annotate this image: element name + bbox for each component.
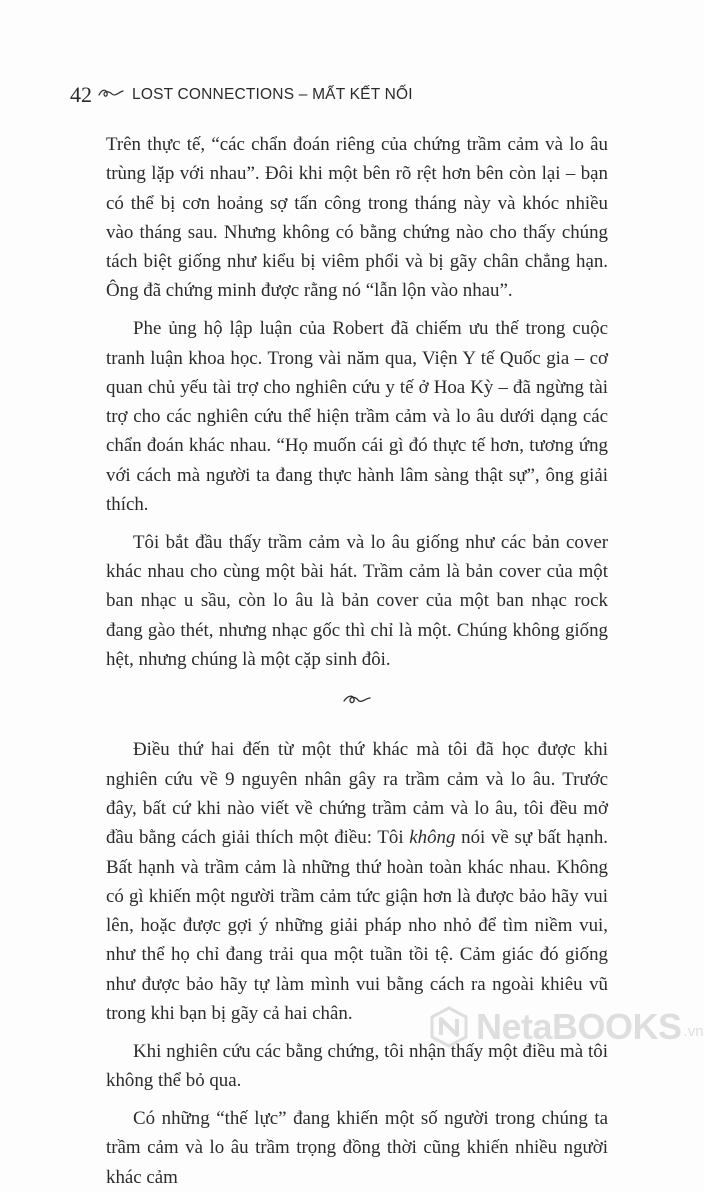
swirl-ornament-icon: [98, 86, 124, 104]
watermark: [428, 1006, 704, 1048]
paragraph-5: Khi nghiên cứu các bằng chứng, tôi nhận thấy một điều mà tôi không thể bỏ qua.: [106, 1040, 608, 1092]
paragraph-6: Có những “thế lực” đang khiến một số người trong chúng ta trầm cảm và lo âu trầm trọng đồng thời cũng khiến nhiều người khác cảm: [106, 1107, 608, 1188]
paragraph-4-emphasis: không: [409, 827, 456, 849]
running-head: [70, 82, 413, 108]
watermark-text: NetaBOOKS: [476, 1006, 682, 1047]
watermark-suffix: .vn: [683, 1023, 704, 1040]
paragraph-4: [106, 735, 608, 1028]
netabooks-logo-icon: [428, 1006, 470, 1048]
page-number: 42: [70, 82, 92, 107]
paragraph-1: Trên thực tế, “các chẩn đoán riêng của chứng trầm cảm và lo âu trùng lặp với nhau”. Đôi khi một bên rõ rệt hơn bên còn lại – bạn có thể bị cơn hoảng sợ tấn công trong tháng này và khóc nhiều vào tháng sau. Nhưng không có bằng chứng nào cho thấy chúng tách biệt giống như kiểu bị viêm phổi và bị gãy chân chẳng hạn. Ông đã chứng minh được rằng nó “lẫn lộn vào nhau”.: [106, 134, 608, 302]
section-break-ornament-icon: [342, 692, 372, 708]
paragraph-4-part-1: Điều thứ hai đến từ một thứ khác mà tôi đã học được khi nghiên cứu về 9 nguyên nhân gây ra trầm cảm và lo âu. Trước đây, bất cứ khi nào viết về chứng trầm cảm và lo âu, tôi đều mở đầu bằng cách giải thích một điều: Tôi: [106, 739, 608, 849]
paragraph-2: Phe ủng hộ lập luận của Robert đã chiếm ưu thế trong cuộc tranh luận khoa học. Trong vài năm qua, Viện Y tế Quốc gia – cơ quan chủ yếu tài trợ cho nghiên cứu y tế ở Hoa Kỳ – đã ngừng tài trợ cho các nghiên cứu thể hiện trầm cảm và lo âu dưới dạng các chẩn đoán khác nhau. “Họ muốn cái gì đó thực tế hơn, tương ứng với cách mà người ta đang thực hành lâm sàng thật sự”, ông giải thích.: [106, 318, 608, 516]
paragraph-4-part-2: nói về sự bất hạnh. Bất hạnh và trầm cảm là những thứ hoàn toàn khác nhau. Không có gì khiến một người trầm cảm tức giận hơn là được bảo hãy vui lên, hoặc được gợi ý những giải pháp nho nhỏ để tìm niềm vui, như thể họ chỉ đang trải qua một tuần tồi tệ. Cảm giác đó giống như được bảo hãy tự làm mình vui bằng cách ra ngoài khiêu vũ trong khi bạn bị gãy cả hai chân.: [106, 827, 608, 1025]
paragraph-3: Tôi bắt đầu thấy trầm cảm và lo âu giống như các bản cover khác nhau cho cùng một bài hát. Trầm cảm là bản cover của một ban nhạc u sầu, còn lo âu là bản cover của một ban nhạc rock đang gào thét, nhưng nhạc gốc thì chỉ là một. Chúng không giống hệt, nhưng chúng là một cặp sinh đôi.: [106, 531, 608, 671]
running-head-title: LOST CONNECTIONS – MẤT KẾT NỐI: [132, 86, 413, 103]
